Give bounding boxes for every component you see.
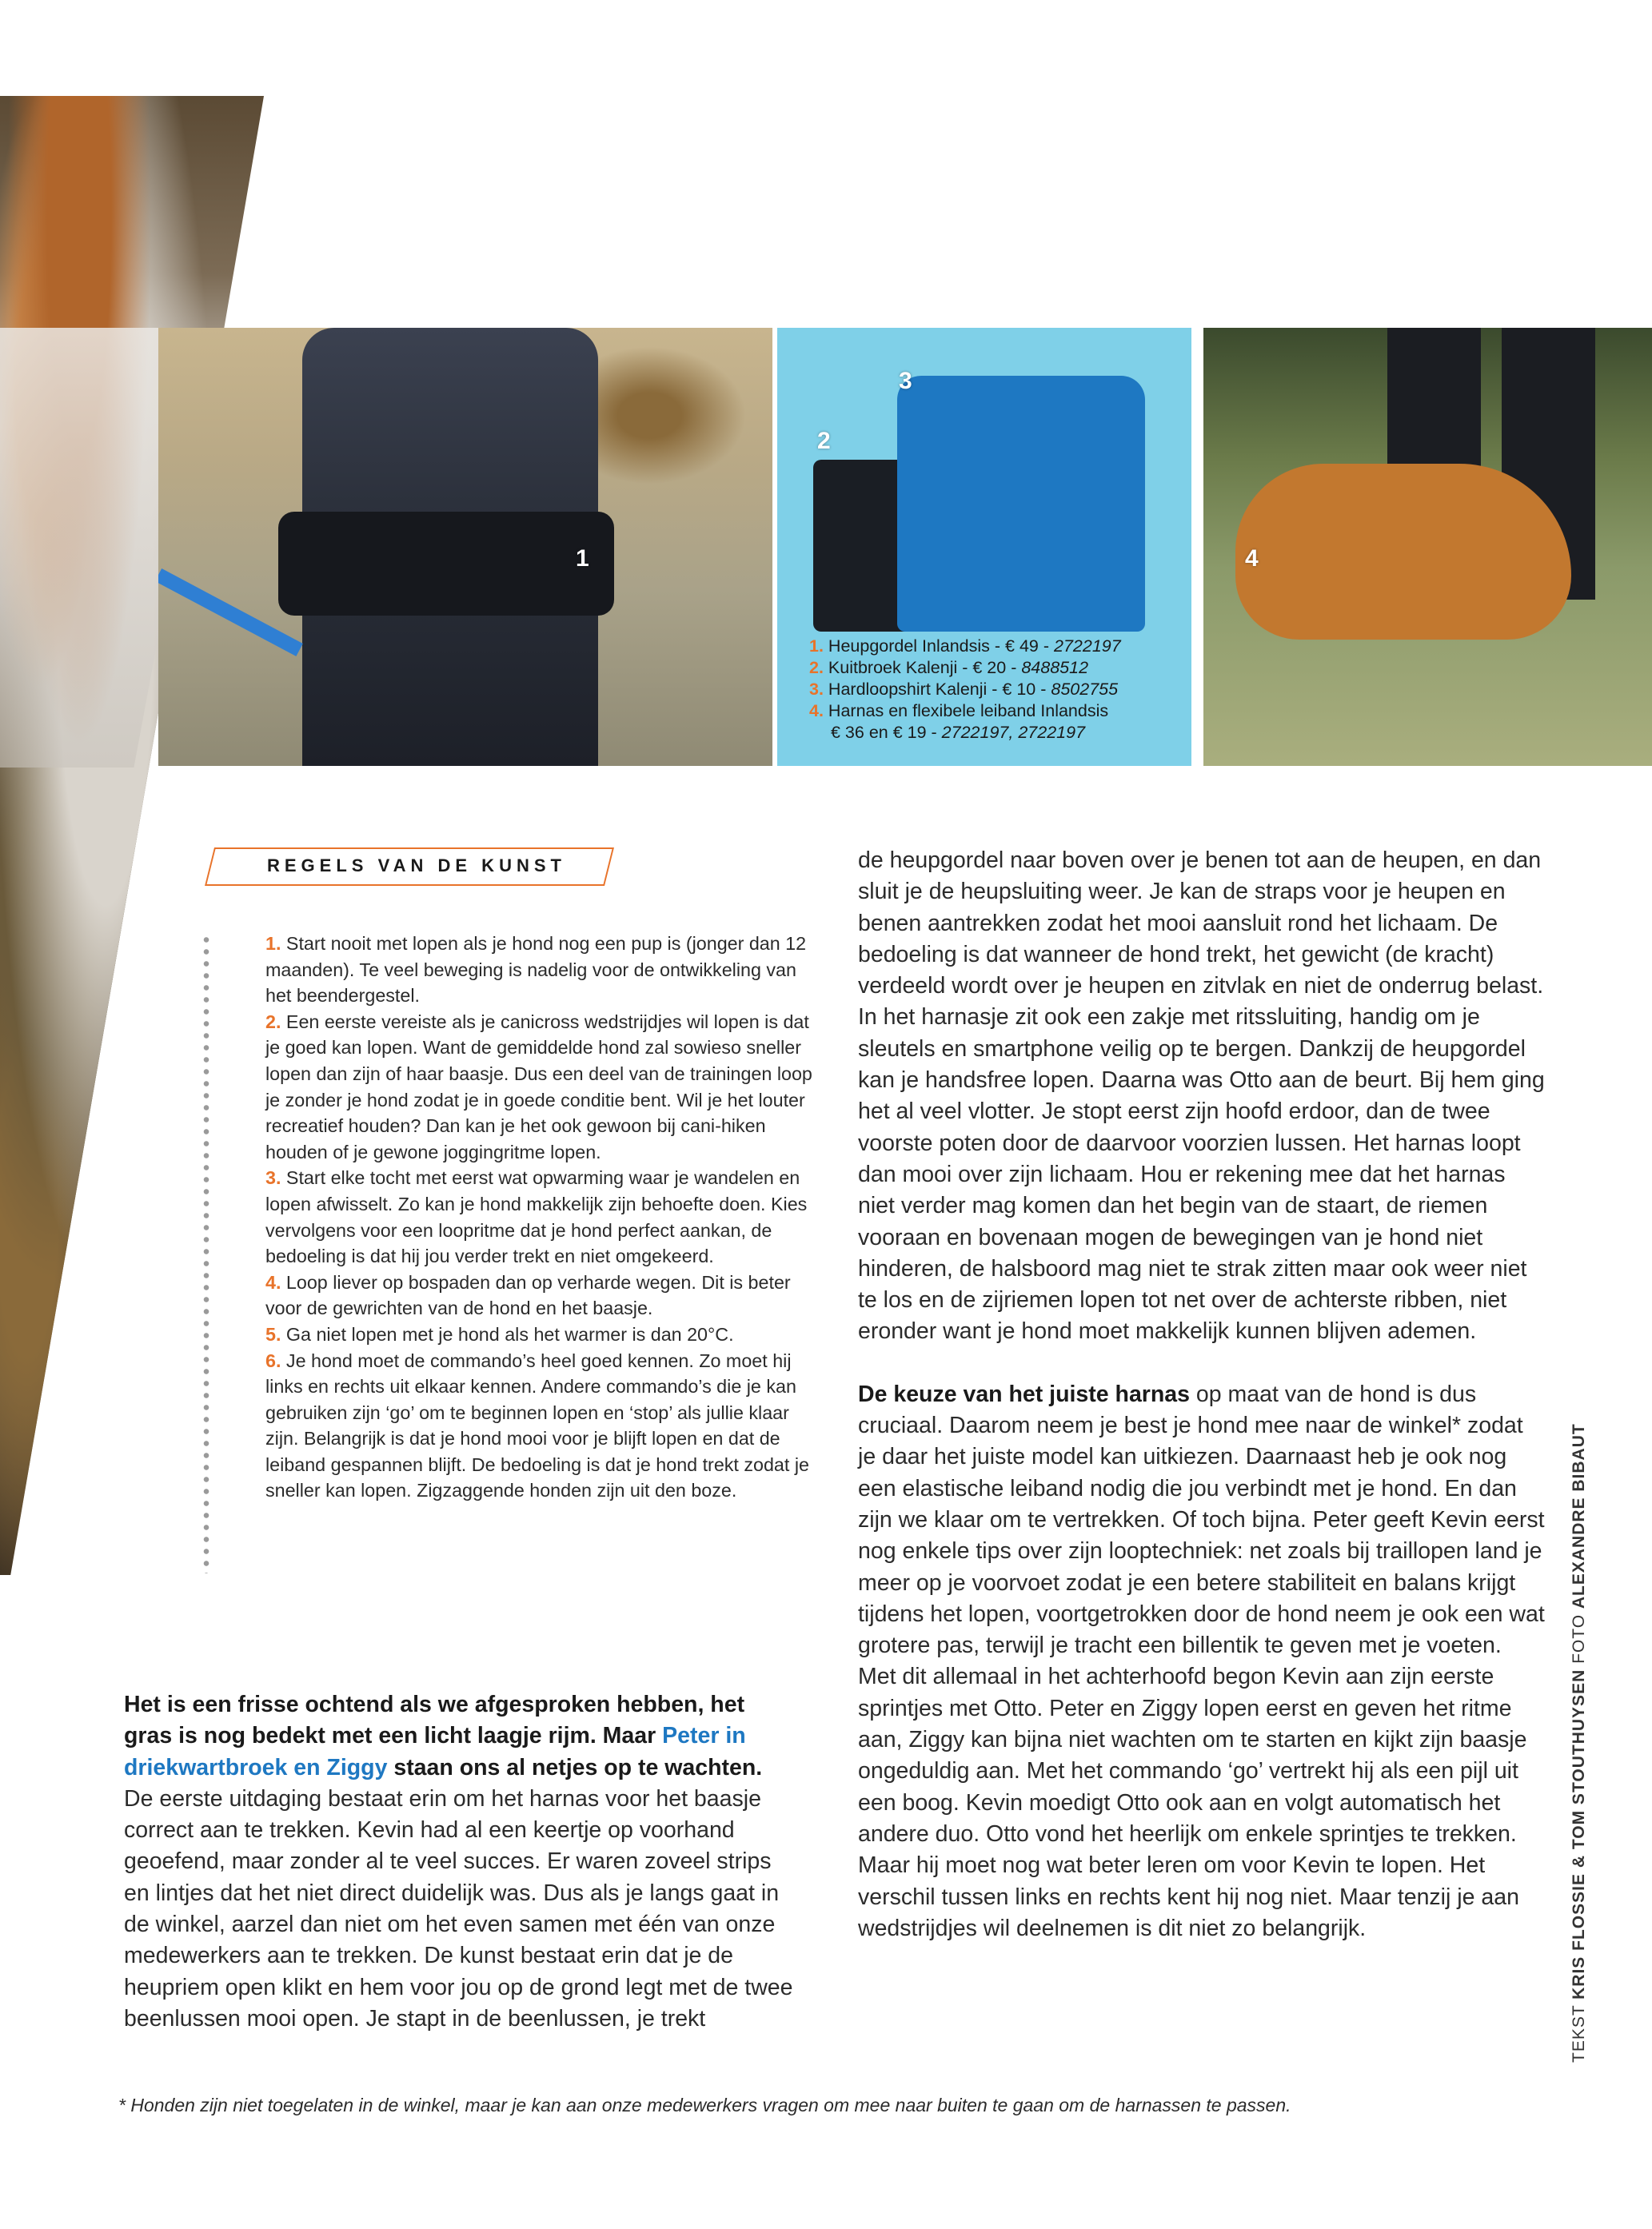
- rule-item: 6. Je hond moet de commando’s heel goed kennen. Zo moet hij links en rechts uit elkaar kennen. Andere commando’s die je kan gebruiken zijn ‘go’ om te beginnen lopen en ‘stop’ als jullie klaar zijn. Belangrijk is dat je hond mooi voor je blijft lopen en dat de leiband gespannen blijft. De bedoeling is dat je hond trekt zodat je sneller kan lopen. Zigzaggende honden zijn uit den boze.: [265, 1350, 809, 1501]
- photo-number-1: 1: [576, 545, 589, 572]
- rule-item: 3. Start elke tocht met eerst wat opwarming waar je wandelen en lopen afwisselt. Zo kan je hond makkelijk zijn behoefte doen. Kies vervolgens voor een loopritme dat je hond perfect aankan, de bedoeling is dat hij jou verder trekt en niet omgekeerd.: [265, 1167, 808, 1267]
- caption-item: 1. Heupgordel Inlandsis - € 49 - 2722197: [809, 636, 1121, 656]
- product-caption: [809, 636, 1185, 744]
- photo-runner-belt: [158, 328, 772, 766]
- body-paragraph: de heupgordel naar boven over je benen tot aan de heupen, en dan sluit je de heupsluiting weer. Je kan de straps voor je heupen en benen aantrekken zodat het mooi aansluit rond het lichaam. De bedoeling is dat wanneer de hond trekt, het gewicht (de kracht) verdeeld wordt over je heupen en zitvlak en niet de onderrug belast. In het harnasje zit ook een zakje met ritssluiting, handig om je sleutels en smartphone veilig op te bergen. Dankzij de heupgordel kan je handsfree lopen. Daarna was Otto aan de beurt. Bij hem ging het al veel vlotter. Je stopt eerst zijn hoofd erdoor, dan de twee voorste poten door de daarvoor voorzien lussen. Het harnas loopt dan mooi over zijn lichaam. Hou er rekening mee dat het harnas niet verder mag komen dan het begin van de staart, de riemen vooraan en bovenaan mogen de bewegingen van je hond niet hinderen, de halsboord mag niet te strak zitten maar ook weer niet te los en de zijriemen lopen tot net over de achterste ribben, niet eronder want je hond moet makkelijk kunnen blijven ademen.: [858, 847, 1545, 1345]
- rules-list: [265, 931, 825, 1504]
- rule-item: 1. Start nooit met lopen als je hond nog een pup is (jonger dan 12 maanden). Te veel beweging is nadelig voor de ontwikkeling van het beendergestel.: [265, 933, 807, 1007]
- body-paragraph: De keuze van het juiste harnas op maat van de hond is dus cruciaal. Daarom neem je best je hond mee naar de winkel* zodat je daar het juiste model kan uitkiezen. Daarnaast heb je ook nog een elastische leiband nodig die jou verbindt met je hond. En dan zijn we klaar om te vertrekken. Of toch bijna. Peter geeft Kevin eerst nog enkele tips over zijn looptechniek: net zoals bij traillopen land je meer op je voorvoet zodat je een betere stabiliteit en balans krijgt tijdens het lopen, voortgetrokken door de hond neem je ook een wat grotere pas, terwijl je tracht een billentik te geven met je voeten. Met dit allemaal in het achterhoofd begon Kevin aan zijn eerste sprintjes met Otto. Peter en Ziggy lopen eerst en geven het ritme aan, Ziggy kan bijna niet wachten om te starten en kijkt zijn baasje ongeduldig aan. Met het commando ‘go’ vertrekt hij als een pijl uit een boog. Kevin moedigt Otto ook aan en volgt automatisch het andere duo. Otto vond het heerlijk om enkele sprintjes te trekken. Maar hij moet nog wat beter leren om voor Kevin te lopen. Het verschil tussen links en rechts kent hij nog niet. Maar tenzij je aan wedstrijdjes wil deelnemen is dit niet zo belangrijk.: [858, 1381, 1545, 1941]
- product-shirt: [897, 376, 1145, 632]
- photo-number-3: 3: [899, 368, 912, 394]
- body-paragraph: Het is een frisse ochtend als we afgesproken hebben, het gras is nog bedekt met een licht laagje rijm. Maar Peter in driekwartbroek en Ziggy staan ons al netjes op te wachten. De eerste uitdaging bestaat erin om het harnas voor het baasje correct aan te trekken. Kevin had al een keertje op voorhand geoefend, maar zonder al te veel succes. Er waren zoveel strips en lintjes dat het niet direct duidelijk was. Dus als je langs gaat in de winkel, aarzel dan niet om het even samen met één van onze medewerkers aan te trekken. De kunst bestaat erin dat je de heupriem open klikt en hem voor jou op de grond legt met de twee beenlussen mooi open. Je stapt in de beenlussen, je trekt: [124, 1692, 793, 2032]
- dotted-rule: [203, 934, 209, 1573]
- photo-credits: TEKST KRIS FLOSSIE & TOM STOUTHUYSEN FOTO ALEXANDRE BIBAUT: [1570, 1423, 1588, 2063]
- highlight-text: Peter in driekwartbroek en Ziggy: [124, 1723, 746, 1780]
- footnote: * Honden zijn niet toegelaten in de winkel, maar je kan aan onze medewerkers vragen om mee naar buiten te gaan om de harnassen te passen.: [118, 2095, 1291, 2115]
- caption-item: 2. Kuitbroek Kalenji - € 20 - 8488512: [809, 658, 1089, 677]
- forest-photo-strip: [0, 96, 264, 1575]
- rules-heading: REGELS VAN DE KUNST: [267, 855, 566, 875]
- photo-number-2: 2: [817, 428, 831, 454]
- caption-item-continued: € 36 en € 19 - 2722197, 2722197: [831, 723, 1086, 742]
- rule-item: 4. Loop liever op bospaden dan op verharde wegen. Dit is beter voor de gewrichten van de hond en het baasje.: [265, 1271, 791, 1319]
- photo-number-4: 4: [1245, 545, 1259, 572]
- caption-item: 3. Hardloopshirt Kalenji - € 10 - 8502755: [809, 680, 1119, 699]
- rule-item: 2. Een eerste vereiste als je canicross wedstrijdjes wil lopen is dat je goed kan lopen. Want de gemiddelde hond zal sowieso sneller lopen dan zijn of haar baasje. Dus een deel van de trainingen loop je zonder je hond zodat je in goede conditie bent. Wil je het louter recreatief houden? Dan kan je het ook gewoon bij cani-hiken houden of je gewone joggingritme lopen.: [265, 1011, 812, 1162]
- photo-dog-harness: [1203, 328, 1652, 766]
- body-column-left: [124, 1689, 796, 2035]
- dog-figure: [1235, 464, 1571, 640]
- rule-item: 5. Ga niet lopen met je hond als het warmer is dan 20°C.: [265, 1323, 734, 1345]
- hip-belt: [278, 512, 614, 616]
- body-column-right: [858, 845, 1546, 1944]
- paragraph-gap: [858, 1348, 1546, 1379]
- caption-item: 4. Harnas en flexibele leiband Inlandsis: [809, 701, 1109, 720]
